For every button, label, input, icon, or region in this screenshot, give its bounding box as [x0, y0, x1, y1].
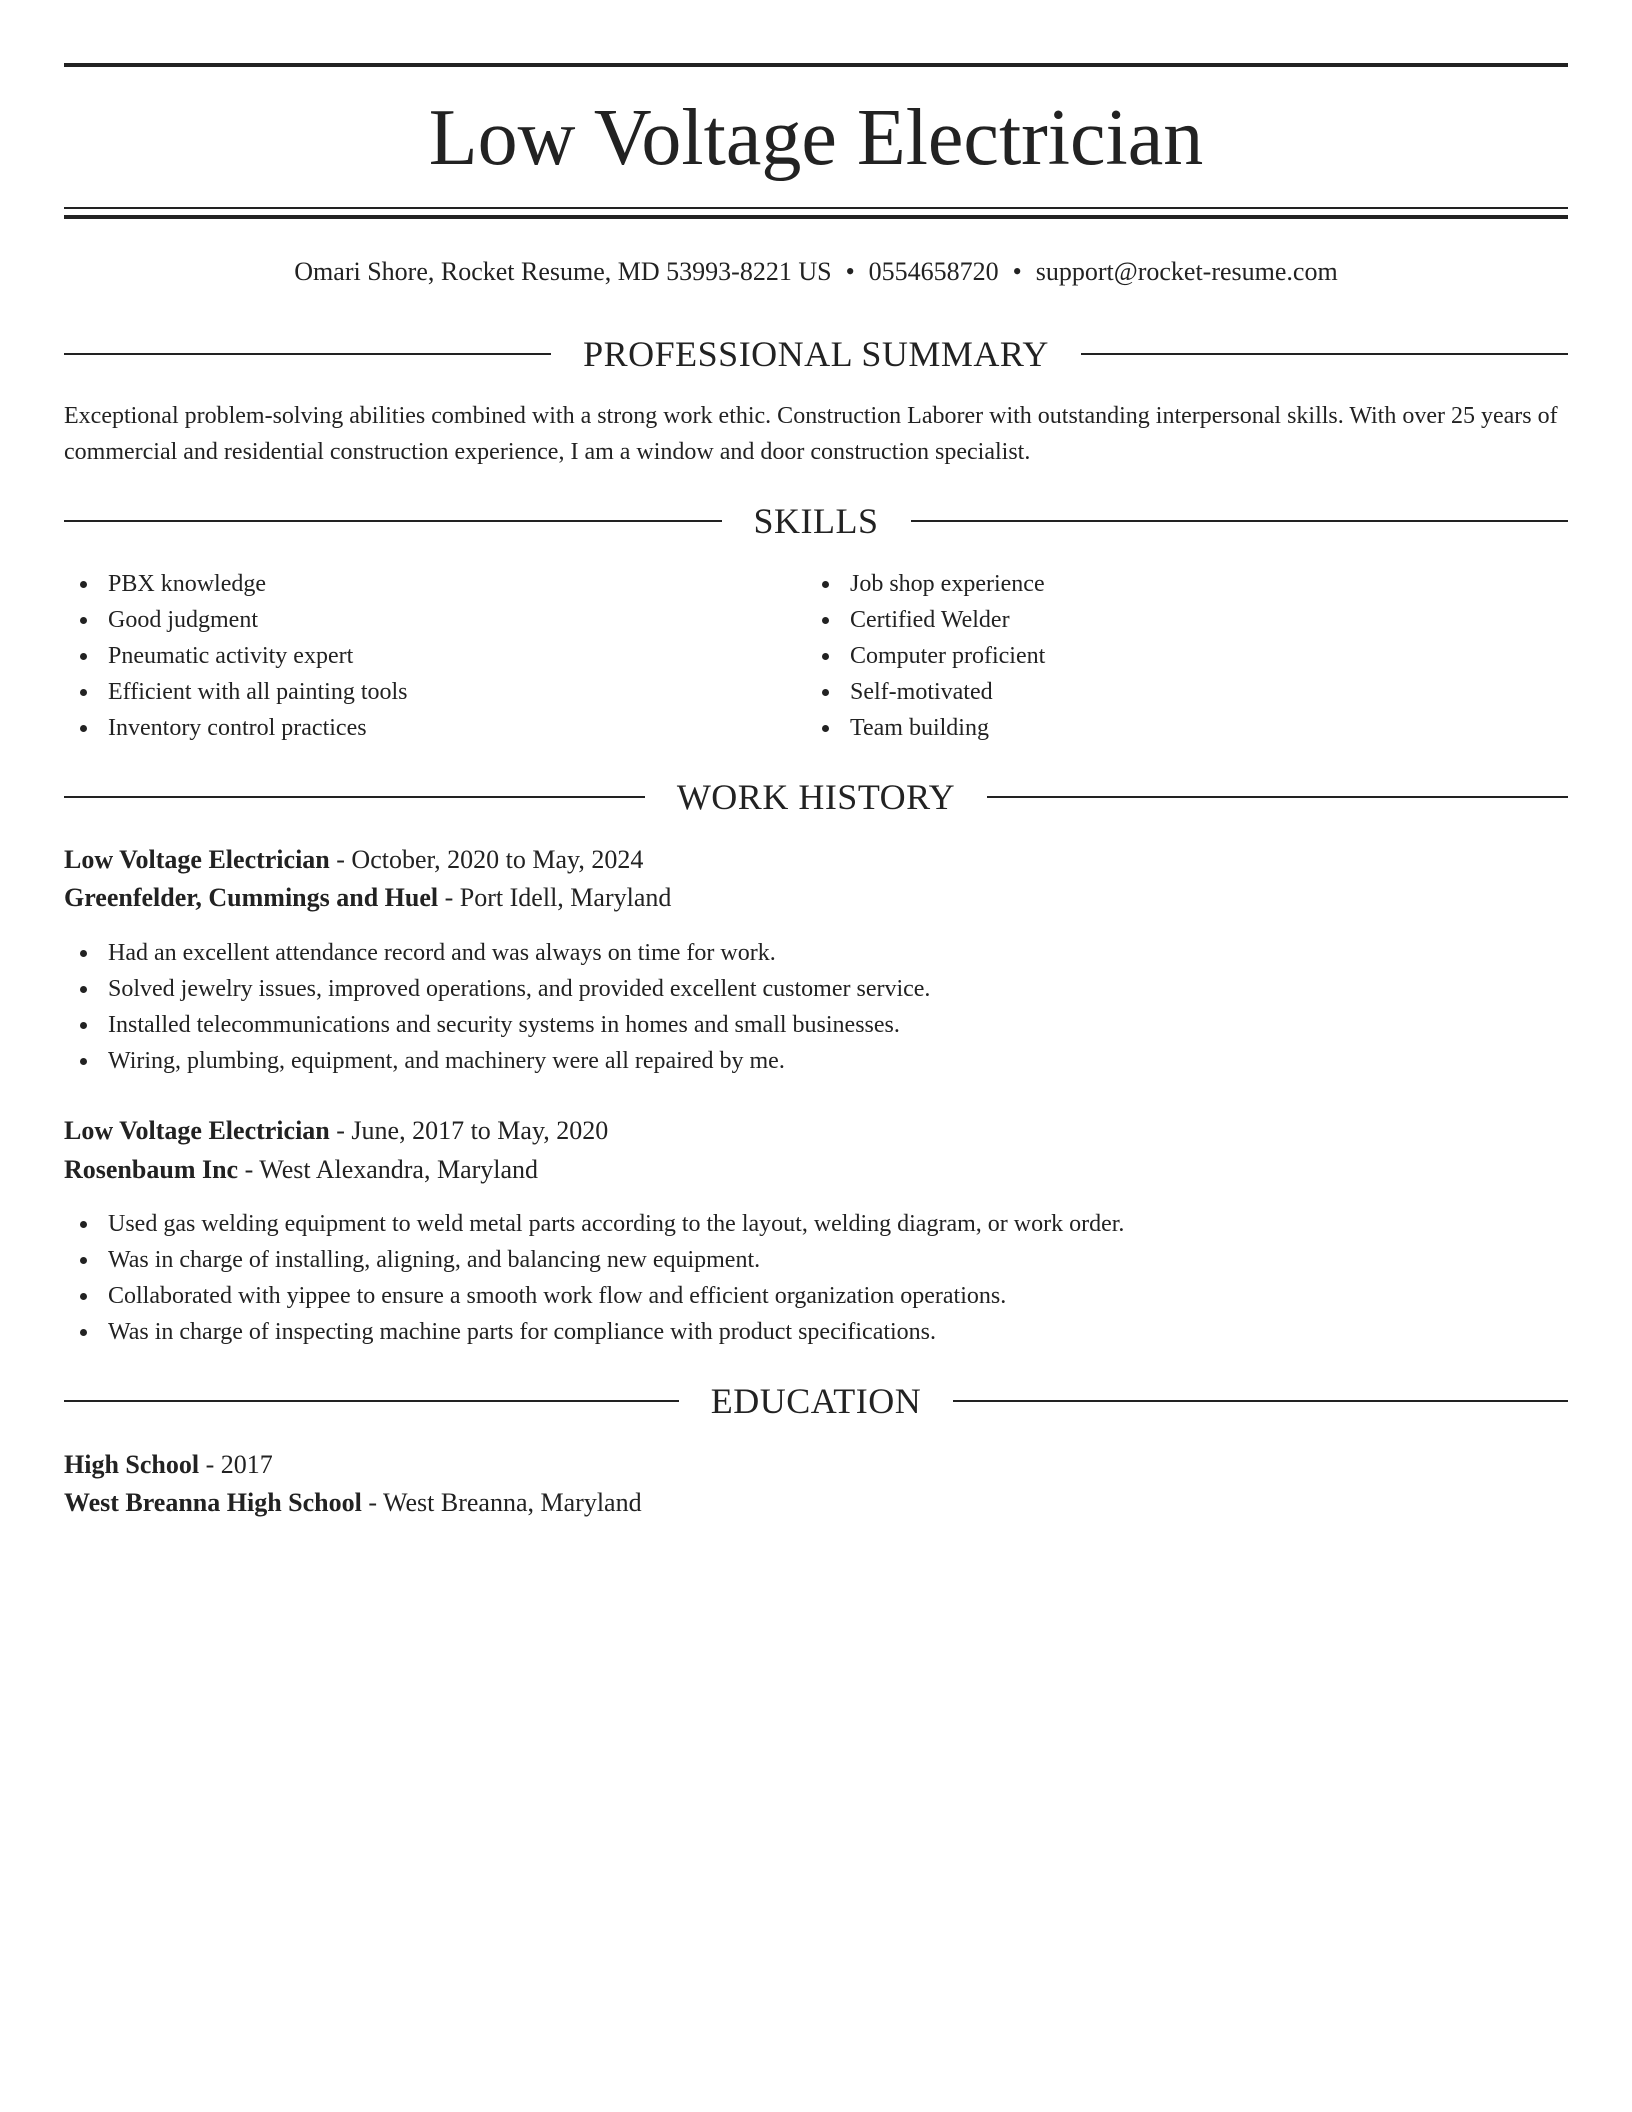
job-company-line	[64, 879, 1568, 917]
skills-heading-text: SKILLS	[753, 501, 879, 541]
contact-email[interactable]: support@rocket-resume.com	[1035, 257, 1338, 286]
job-location: - Port Idell, Maryland	[438, 883, 672, 912]
job-duty-item: Solved jewelry issues, improved operations, and provided excellent customer service.	[64, 971, 1568, 1007]
work-heading-text: WORK HISTORY	[676, 777, 956, 817]
skill-item: Job shop experience	[806, 566, 1566, 602]
heading-rule-right	[987, 796, 1568, 798]
skills-heading	[64, 496, 1568, 546]
skill-item: Efficient with all painting tools	[64, 674, 804, 710]
summary-heading	[64, 329, 1568, 379]
job-duty-item: Was in charge of installing, aligning, and balancing new equipment.	[64, 1242, 1568, 1278]
contact-address: Omari Shore, Rocket Resume, MD 53993-8221 US	[294, 257, 832, 286]
education-year: - 2017	[199, 1450, 273, 1479]
skill-item: Self-motivated	[806, 674, 1566, 710]
education-location: - West Breanna, Maryland	[361, 1488, 642, 1517]
skills-list-left	[64, 566, 804, 746]
skill-item: Good judgment	[64, 602, 804, 638]
job-company-line	[64, 1151, 1568, 1189]
contact-separator: •	[1012, 257, 1022, 286]
skill-item: PBX knowledge	[64, 566, 804, 602]
resume-title: Low Voltage Electrician	[428, 94, 1204, 182]
job-duty-item: Had an excellent attendance record and was always on time for work.	[64, 935, 1568, 971]
job-dates: - June, 2017 to May, 2020	[329, 1116, 609, 1145]
job-company: Greenfelder, Cummings and Huel	[64, 883, 439, 912]
education-degree-line	[64, 1446, 1568, 1484]
skill-item: Pneumatic activity expert	[64, 638, 804, 674]
heading-rule-left	[64, 520, 722, 522]
job-location: - West Alexandra, Maryland	[238, 1155, 539, 1184]
job-title: Low Voltage Electrician	[64, 845, 330, 874]
job-title: Low Voltage Electrician	[64, 1116, 330, 1145]
heading-rule-right	[911, 520, 1569, 522]
job-duty-item: Was in charge of inspecting machine parts for compliance with product specifications.	[64, 1314, 1568, 1350]
job-duties-list	[64, 935, 1568, 1079]
skill-item: Team building	[806, 710, 1566, 746]
job-duty-item: Used gas welding equipment to weld metal parts according to the layout, welding diagram, or work order.	[64, 1206, 1568, 1242]
job-duty-item: Installed telecommunications and security systems in homes and small businesses.	[64, 1007, 1568, 1043]
skill-item: Certified Welder	[806, 602, 1566, 638]
contact-phone: 0554658720	[868, 257, 999, 286]
education-school: West Breanna High School	[64, 1488, 362, 1517]
skills-list-right	[806, 566, 1566, 746]
heading-rule-right	[1081, 353, 1568, 355]
heading-rule-right	[953, 1400, 1568, 1402]
title-rule-thin	[64, 207, 1568, 209]
heading-rule-left	[64, 796, 645, 798]
skill-item: Computer proficient	[806, 638, 1566, 674]
education-school-line	[64, 1484, 1568, 1522]
job-company: Rosenbaum Inc	[64, 1155, 239, 1184]
skill-item: Inventory control practices	[64, 710, 804, 746]
heading-rule-left	[64, 1400, 679, 1402]
contact-separator: •	[845, 257, 855, 286]
summary-heading-text: PROFESSIONAL SUMMARY	[583, 334, 1049, 374]
job-duties-list	[64, 1206, 1568, 1350]
job-duty-item: Collaborated with yippee to ensure a smooth work flow and efficient organization operations.	[64, 1278, 1568, 1314]
work-heading	[64, 772, 1568, 822]
summary-text: Exceptional problem-solving abilities combined with a strong work ethic. Construction Laborer with outstanding interpersonal skills. With over 25 years of commercial and residential construction experience, I am a window and door construction specialist.	[64, 403, 1558, 465]
contact-line	[64, 254, 1568, 290]
job-title-line	[64, 1112, 1568, 1150]
job-duty-item: Wiring, plumbing, equipment, and machinery were all repaired by me.	[64, 1043, 1568, 1079]
education-heading-text: EDUCATION	[710, 1381, 922, 1421]
heading-rule-left	[64, 353, 551, 355]
education-degree: High School	[64, 1450, 200, 1479]
top-rule	[64, 63, 1568, 67]
job-title-line	[64, 841, 1568, 879]
education-heading	[64, 1376, 1568, 1426]
title-rule-thick	[64, 215, 1568, 219]
job-dates: - October, 2020 to May, 2024	[329, 845, 644, 874]
